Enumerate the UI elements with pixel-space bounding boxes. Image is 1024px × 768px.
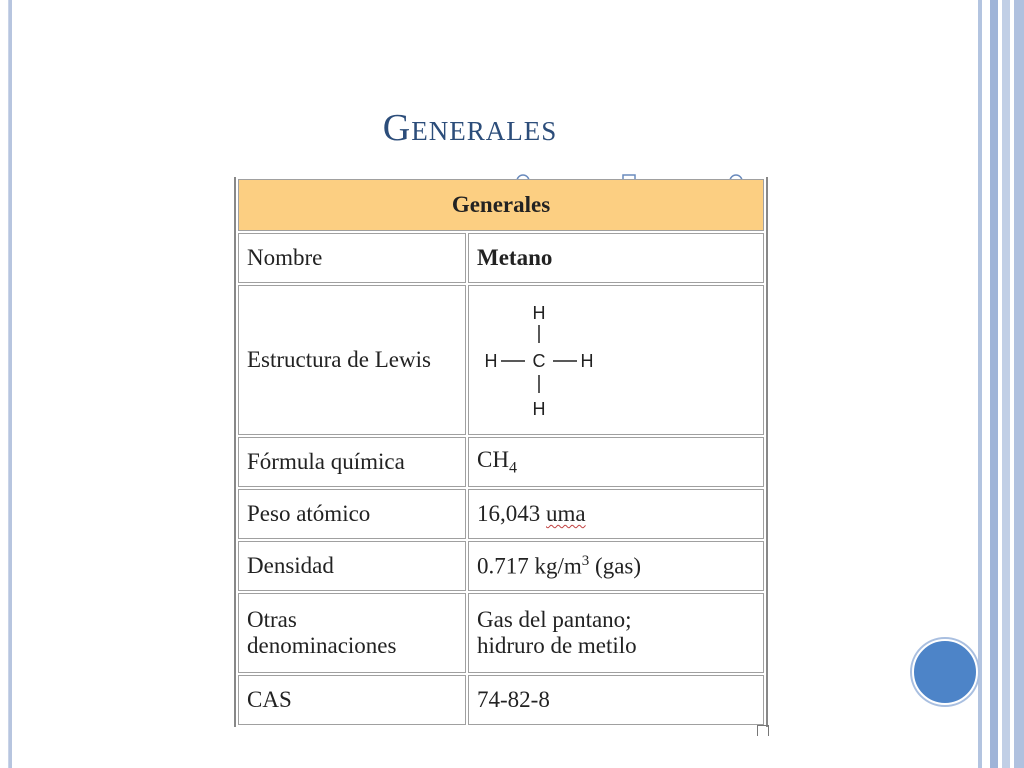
row-label-formula: Fórmula química — [238, 437, 466, 487]
lewis-atom-top: H — [532, 303, 546, 323]
lewis-atom-center: C — [532, 351, 546, 371]
row-value-otras — [468, 593, 764, 673]
row-label-cas: CAS — [238, 675, 466, 725]
otras-label-line2: denominaciones — [247, 633, 397, 658]
formula-text: CH — [477, 446, 509, 472]
table-row — [238, 233, 764, 283]
lewis-structure-diagram — [477, 295, 617, 425]
peso-unit: uma — [546, 501, 586, 526]
row-value-lewis — [468, 285, 764, 435]
lewis-atom-right: H — [580, 351, 594, 371]
table-row — [238, 675, 764, 725]
table-row — [238, 541, 764, 591]
properties-table — [234, 177, 768, 727]
table-row — [238, 437, 764, 487]
otras-value-line2: hidruro de metilo — [477, 633, 637, 658]
row-label-densidad: Densidad — [238, 541, 466, 591]
formula-subscript: 4 — [508, 459, 517, 477]
densidad-superscript: 3 — [581, 552, 590, 569]
table-row — [238, 285, 764, 435]
lewis-atom-bottom: H — [532, 399, 546, 419]
table-row — [238, 593, 764, 673]
table-header: Generales — [238, 179, 764, 231]
row-value-cas: 74-82-8 — [468, 675, 764, 725]
slide-frame-left — [8, 0, 12, 768]
peso-number: 16,043 — [477, 501, 541, 526]
densidad-tail: (gas) — [589, 553, 642, 579]
otras-value-line1: Gas del pantano; — [477, 607, 632, 632]
row-value-formula — [468, 437, 764, 487]
row-label-nombre: Nombre — [238, 233, 466, 283]
table-row — [238, 489, 764, 539]
otras-label-line1: Otras — [247, 607, 297, 632]
row-value-nombre: Metano — [468, 233, 764, 283]
densidad-number: 0.717 kg/m — [477, 553, 582, 579]
row-label-otras — [238, 593, 466, 673]
row-value-densidad — [468, 541, 764, 591]
slide-frame-right — [976, 0, 1024, 768]
row-label-peso: Peso atómico — [238, 489, 466, 539]
lewis-atom-left: H — [484, 351, 498, 371]
row-value-peso — [468, 489, 764, 539]
slide-title: Generales — [382, 107, 558, 149]
decorative-circle — [912, 639, 978, 705]
row-label-lewis: Estructura de Lewis — [238, 285, 466, 435]
resize-handle-mark — [757, 725, 769, 736]
